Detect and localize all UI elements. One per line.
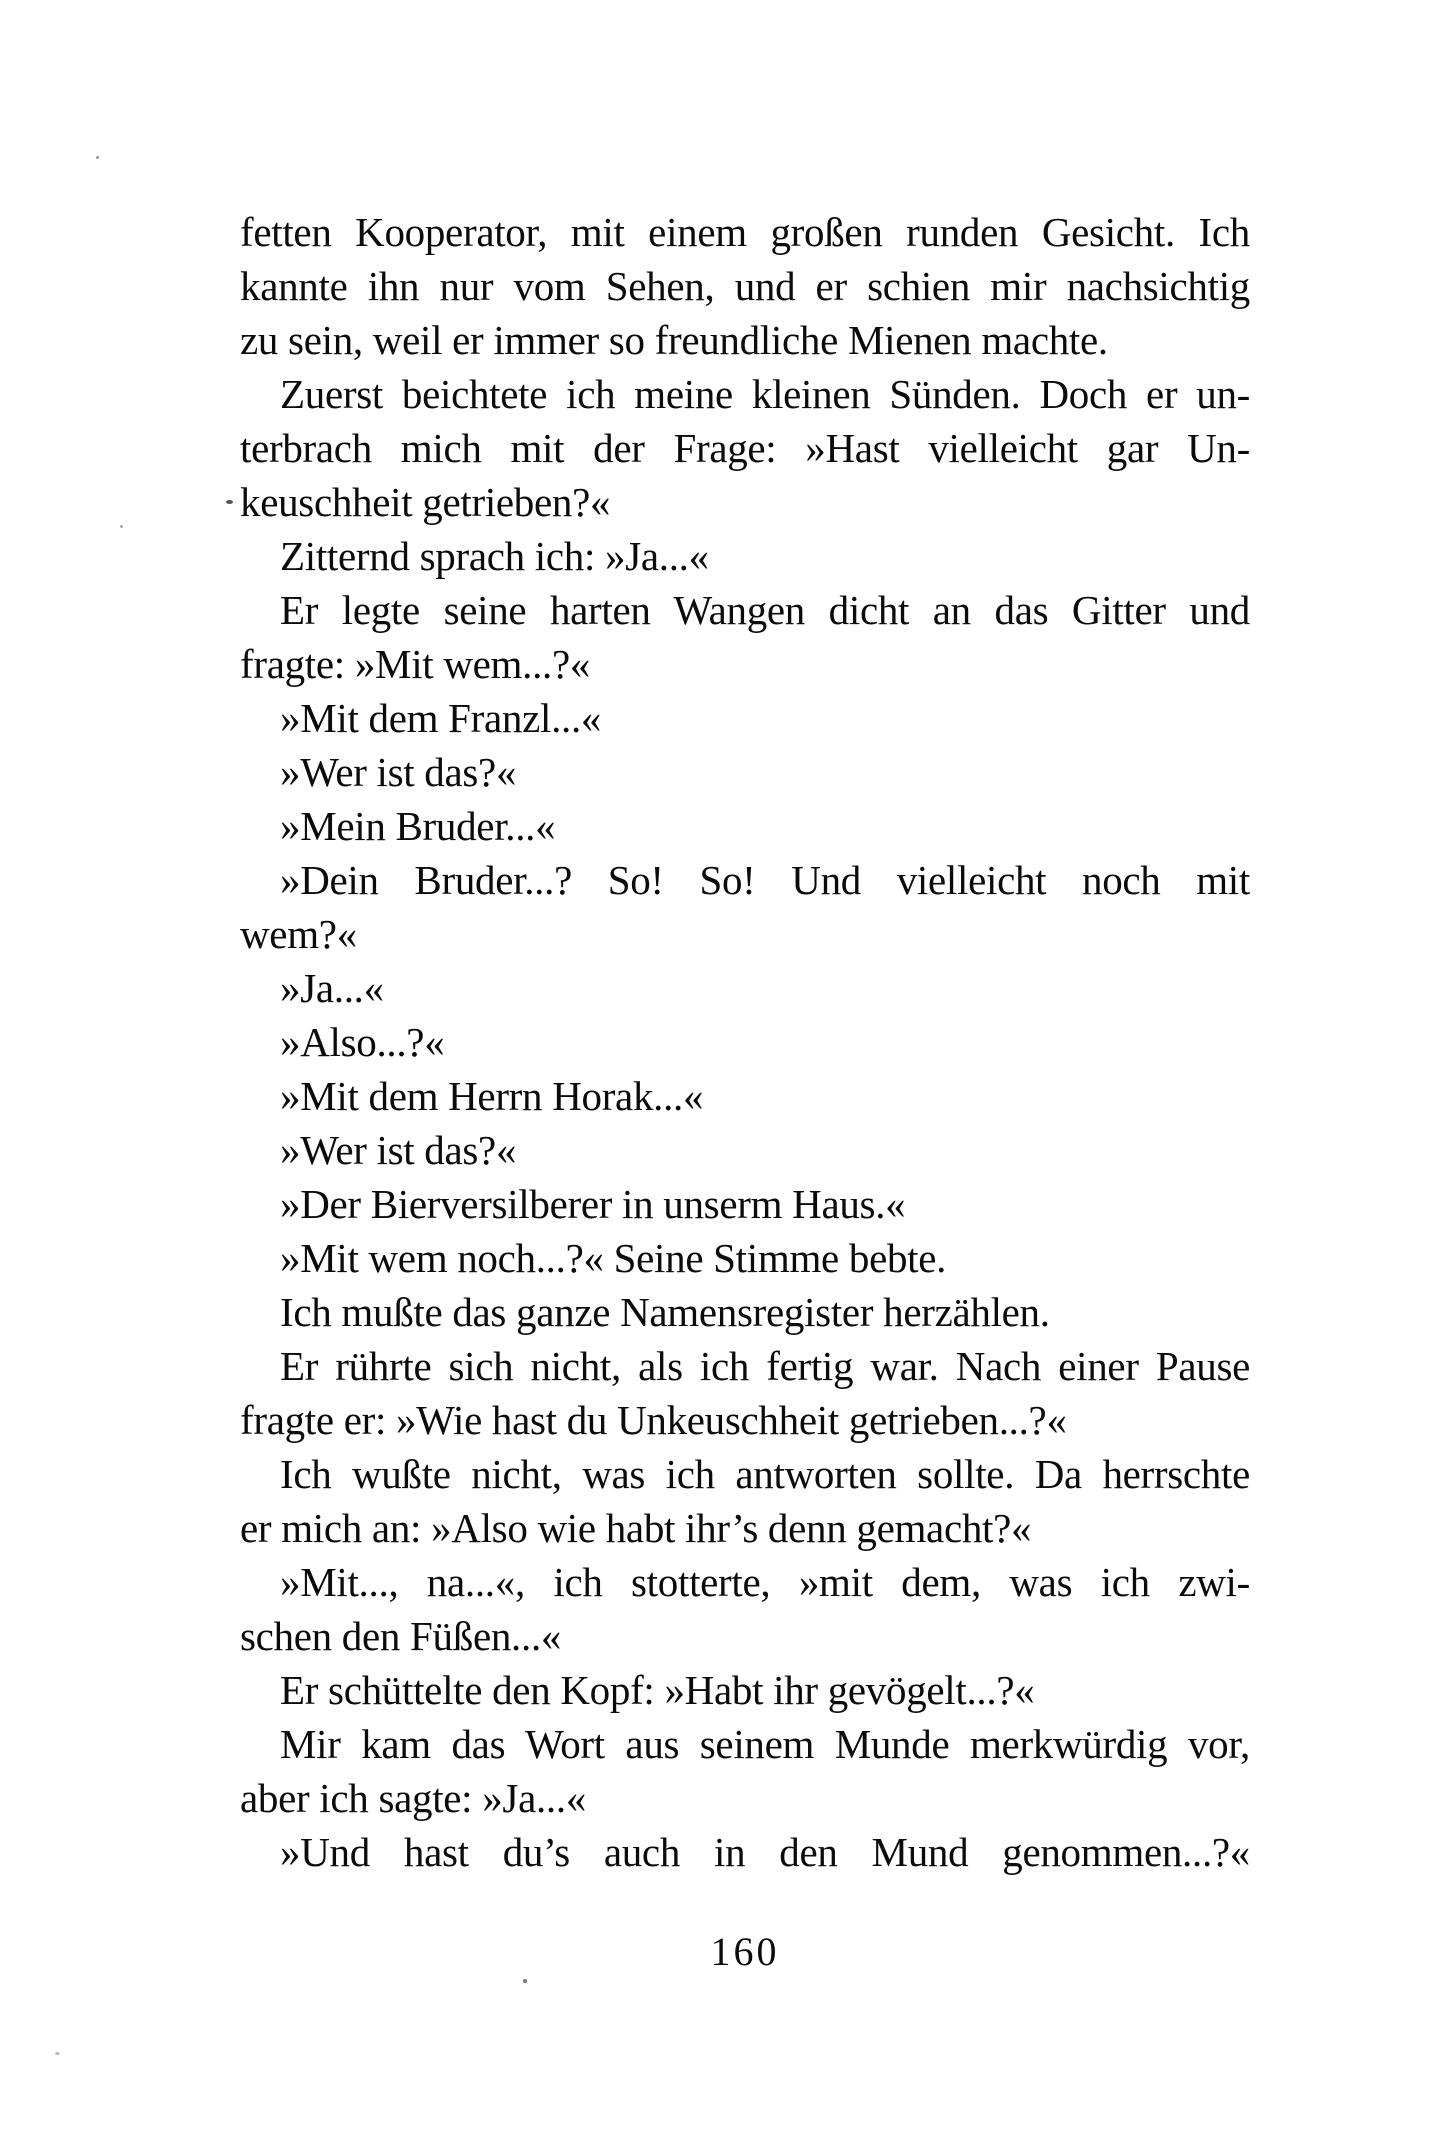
- text-line: Mir kam das Wort aus seinem Munde merkwürdig vor,: [280, 1721, 1250, 1767]
- text-line: »Und hast du’s auch in den Mund genommen...?«: [280, 1829, 1250, 1875]
- text-line: »Der Bierversilberer in unserm Haus.«: [280, 1181, 906, 1227]
- scan-speck: [96, 156, 99, 159]
- text-line: Zuerst beichtete ich meine kleinen Sünden. Doch er un-: [280, 371, 1250, 417]
- text-line: terbrach mich mit der Frage: »Hast vielleicht gar Un-: [240, 425, 1250, 471]
- text-line: »Wer ist das?«: [280, 1127, 517, 1173]
- text-line: fragte er: »Wie hast du Unkeuschheit getrieben...?«: [240, 1397, 1067, 1443]
- text-line: er mich an: »Also wie habt ihr’s denn gemacht?«: [240, 1505, 1032, 1551]
- text-line: Er schüttelte den Kopf: »Habt ihr gevögelt...?«: [280, 1667, 1035, 1713]
- text-line: Zitternd sprach ich: »Ja...«: [280, 533, 709, 579]
- scan-speck: [55, 2052, 60, 2055]
- text-line: zu sein, weil er immer so freundliche Mienen machte.: [240, 317, 1108, 363]
- text-line: »Mit dem Franzl...«: [280, 695, 602, 741]
- text-line: »Wer ist das?«: [280, 749, 517, 795]
- scan-speck: [523, 1979, 527, 1983]
- text-line: Er legte seine harten Wangen dicht an das Gitter und: [280, 587, 1250, 633]
- text-block: [240, 205, 1250, 1879]
- page-number: 160: [710, 1929, 780, 1974]
- text-line: fragte: »Mit wem...?«: [240, 641, 591, 687]
- text-line: keuschheit getrieben?«: [240, 479, 611, 525]
- text-line: Ich mußte das ganze Namensregister herzählen.: [280, 1289, 1050, 1335]
- scan-speck: [226, 500, 233, 504]
- text-line: wem?«: [240, 911, 357, 957]
- text-line: »Also...?«: [280, 1019, 445, 1065]
- text-line: »Mit dem Herrn Horak...«: [280, 1073, 704, 1119]
- text-line: fetten Kooperator, mit einem großen runden Gesicht. Ich: [240, 209, 1250, 255]
- text-line: Er rührte sich nicht, als ich fertig war. Nach einer Pause: [280, 1343, 1250, 1389]
- text-line: »Mit..., na...«, ich stotterte, »mit dem, was ich zwi-: [280, 1559, 1250, 1605]
- text-line: »Mein Bruder...«: [280, 803, 556, 849]
- scan-speck: [120, 525, 123, 528]
- text-line: »Ja...«: [280, 965, 384, 1011]
- text-line: schen den Füßen...«: [240, 1613, 562, 1659]
- text-line: Ich wußte nicht, was ich antworten sollte. Da herrschte: [280, 1451, 1250, 1497]
- text-line: »Dein Bruder...? So! So! Und vielleicht noch mit: [280, 857, 1250, 903]
- text-line: »Mit wem noch...?« Seine Stimme bebte.: [280, 1235, 947, 1281]
- text-line: aber ich sagte: »Ja...«: [240, 1775, 587, 1821]
- text-line: kannte ihn nur vom Sehen, und er schien mir nachsichtig: [240, 263, 1250, 309]
